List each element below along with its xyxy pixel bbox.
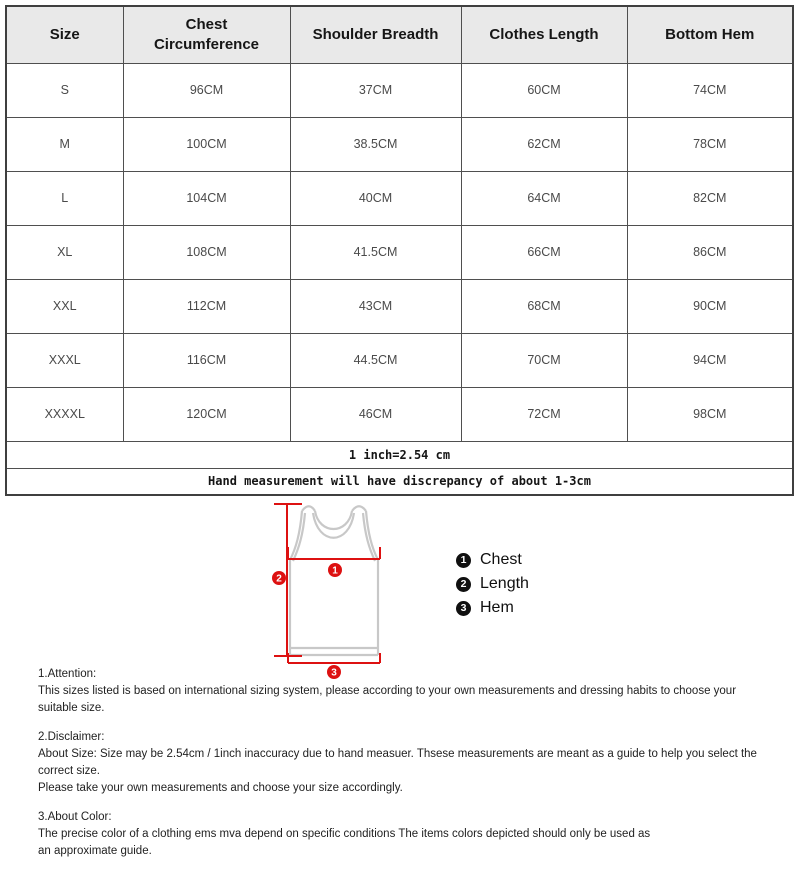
measurement-value-cell: 98CM xyxy=(627,387,793,441)
size-label-cell: XXXXL xyxy=(6,387,123,441)
measurement-value-cell: 94CM xyxy=(627,333,793,387)
disclaimer-title: 2.Disclaimer: xyxy=(38,731,105,743)
measurement-value-cell: 72CM xyxy=(461,387,627,441)
measure-badge-chest-number: 1 xyxy=(332,565,338,577)
measure-badge-chest xyxy=(328,563,342,577)
garment-measurement-diagram xyxy=(240,498,440,684)
size-row xyxy=(6,171,793,225)
size-row xyxy=(6,225,793,279)
legend-label-hem: Hem xyxy=(480,599,514,616)
legend-item-hem xyxy=(456,596,529,620)
measurement-legend xyxy=(456,548,529,620)
footer-notes xyxy=(38,666,768,872)
legend-label-chest: Chest xyxy=(480,551,522,568)
measurement-value-cell: 62CM xyxy=(461,117,627,171)
measurement-value-cell: 78CM xyxy=(627,117,793,171)
measurement-value-cell: 100CM xyxy=(123,117,290,171)
about-color-text-line-2: an approximate guide. xyxy=(38,845,152,857)
measurement-value-cell: 68CM xyxy=(461,279,627,333)
size-label-cell: S xyxy=(6,63,123,117)
header-size xyxy=(6,6,123,63)
header-clothes-length xyxy=(461,6,627,63)
size-label-cell: XXL xyxy=(6,279,123,333)
measurement-value-cell: 38.5CM xyxy=(290,117,461,171)
measurement-value-cell: 44.5CM xyxy=(290,333,461,387)
header-length-label: Clothes Length xyxy=(489,25,599,43)
measurement-value-cell: 90CM xyxy=(627,279,793,333)
legend-dot-2-icon: 2 xyxy=(456,577,471,592)
header-bottom-hem xyxy=(627,6,793,63)
size-row xyxy=(6,387,793,441)
measurement-value-cell: 60CM xyxy=(461,63,627,117)
header-hem-label: Bottom Hem xyxy=(665,25,755,43)
attention-text: This sizes listed is based on international sizing system, please according to your own measurements and dressing habits to choose your suitable size. xyxy=(38,685,737,714)
size-label-cell: XXXL xyxy=(6,333,123,387)
measurement-value-cell: 37CM xyxy=(290,63,461,117)
legend-dot-1-icon: 1 xyxy=(456,553,471,568)
measure-badge-length-number: 2 xyxy=(276,573,282,585)
size-label-cell: M xyxy=(6,117,123,171)
about-color-title: 3.About Color: xyxy=(38,811,112,823)
measurement-value-cell: 40CM xyxy=(290,171,461,225)
footnote-row-discrepancy xyxy=(6,468,793,495)
chest-measure-line xyxy=(288,547,380,559)
measurement-value-cell: 43CM xyxy=(290,279,461,333)
measurement-value-cell: 86CM xyxy=(627,225,793,279)
measure-badge-length xyxy=(272,571,286,585)
size-row xyxy=(6,279,793,333)
header-shoulder-label: Shoulder Breadth xyxy=(312,25,439,43)
measurement-value-cell: 104CM xyxy=(123,171,290,225)
measure-badge-hem-number: 3 xyxy=(331,667,337,679)
legend-label-length: Length xyxy=(480,575,529,592)
legend-item-chest xyxy=(456,548,529,572)
disclaimer-text-line-1: About Size: Size may be 2.54cm / 1inch inaccuracy due to hand measuer. Thsese measurements are meant as a guide to help you select the correct size. xyxy=(38,748,757,777)
header-size-label: Size xyxy=(49,25,80,43)
header-shoulder-breadth xyxy=(290,6,461,63)
measurement-value-cell: 112CM xyxy=(123,279,290,333)
measurement-value-cell: 82CM xyxy=(627,171,793,225)
legend-item-length xyxy=(456,572,529,596)
size-chart-table xyxy=(5,5,794,496)
tank-top-outline-icon xyxy=(290,506,378,655)
size-row xyxy=(6,117,793,171)
legend-dot-3-icon: 3 xyxy=(456,601,471,616)
about-color-section xyxy=(38,809,768,860)
attention-title: 1.Attention: xyxy=(38,668,97,680)
attention-section xyxy=(38,666,768,717)
measurement-value-cell: 66CM xyxy=(461,225,627,279)
size-label-cell: XL xyxy=(6,225,123,279)
footnote-measurement-discrepancy: Hand measurement will have discrepancy of about 1-3cm xyxy=(6,468,793,495)
header-chest-circumference xyxy=(123,6,290,63)
measurement-value-cell: 108CM xyxy=(123,225,290,279)
footnote-inch-conversion: 1 inch=2.54 cm xyxy=(6,441,793,468)
footnote-row-inch xyxy=(6,441,793,468)
size-table-body xyxy=(6,63,793,441)
measurement-value-cell: 70CM xyxy=(461,333,627,387)
measurement-value-cell: 120CM xyxy=(123,387,290,441)
measurement-value-cell: 96CM xyxy=(123,63,290,117)
size-row xyxy=(6,63,793,117)
size-row xyxy=(6,333,793,387)
disclaimer-section xyxy=(38,729,768,797)
measurement-value-cell: 64CM xyxy=(461,171,627,225)
about-color-text-line-1: The precise color of a clothing ems mva depend on specific conditions The items colors depicted should only be used as xyxy=(38,828,651,840)
header-chest-label: Chest Circumference xyxy=(153,15,260,53)
disclaimer-text-line-2: Please take your own measurements and choose your size accordingly. xyxy=(38,782,403,794)
header-row xyxy=(6,6,793,63)
measurement-value-cell: 116CM xyxy=(123,333,290,387)
size-label-cell: L xyxy=(6,171,123,225)
measurement-value-cell: 46CM xyxy=(290,387,461,441)
measurement-value-cell: 41.5CM xyxy=(290,225,461,279)
measurement-value-cell: 74CM xyxy=(627,63,793,117)
